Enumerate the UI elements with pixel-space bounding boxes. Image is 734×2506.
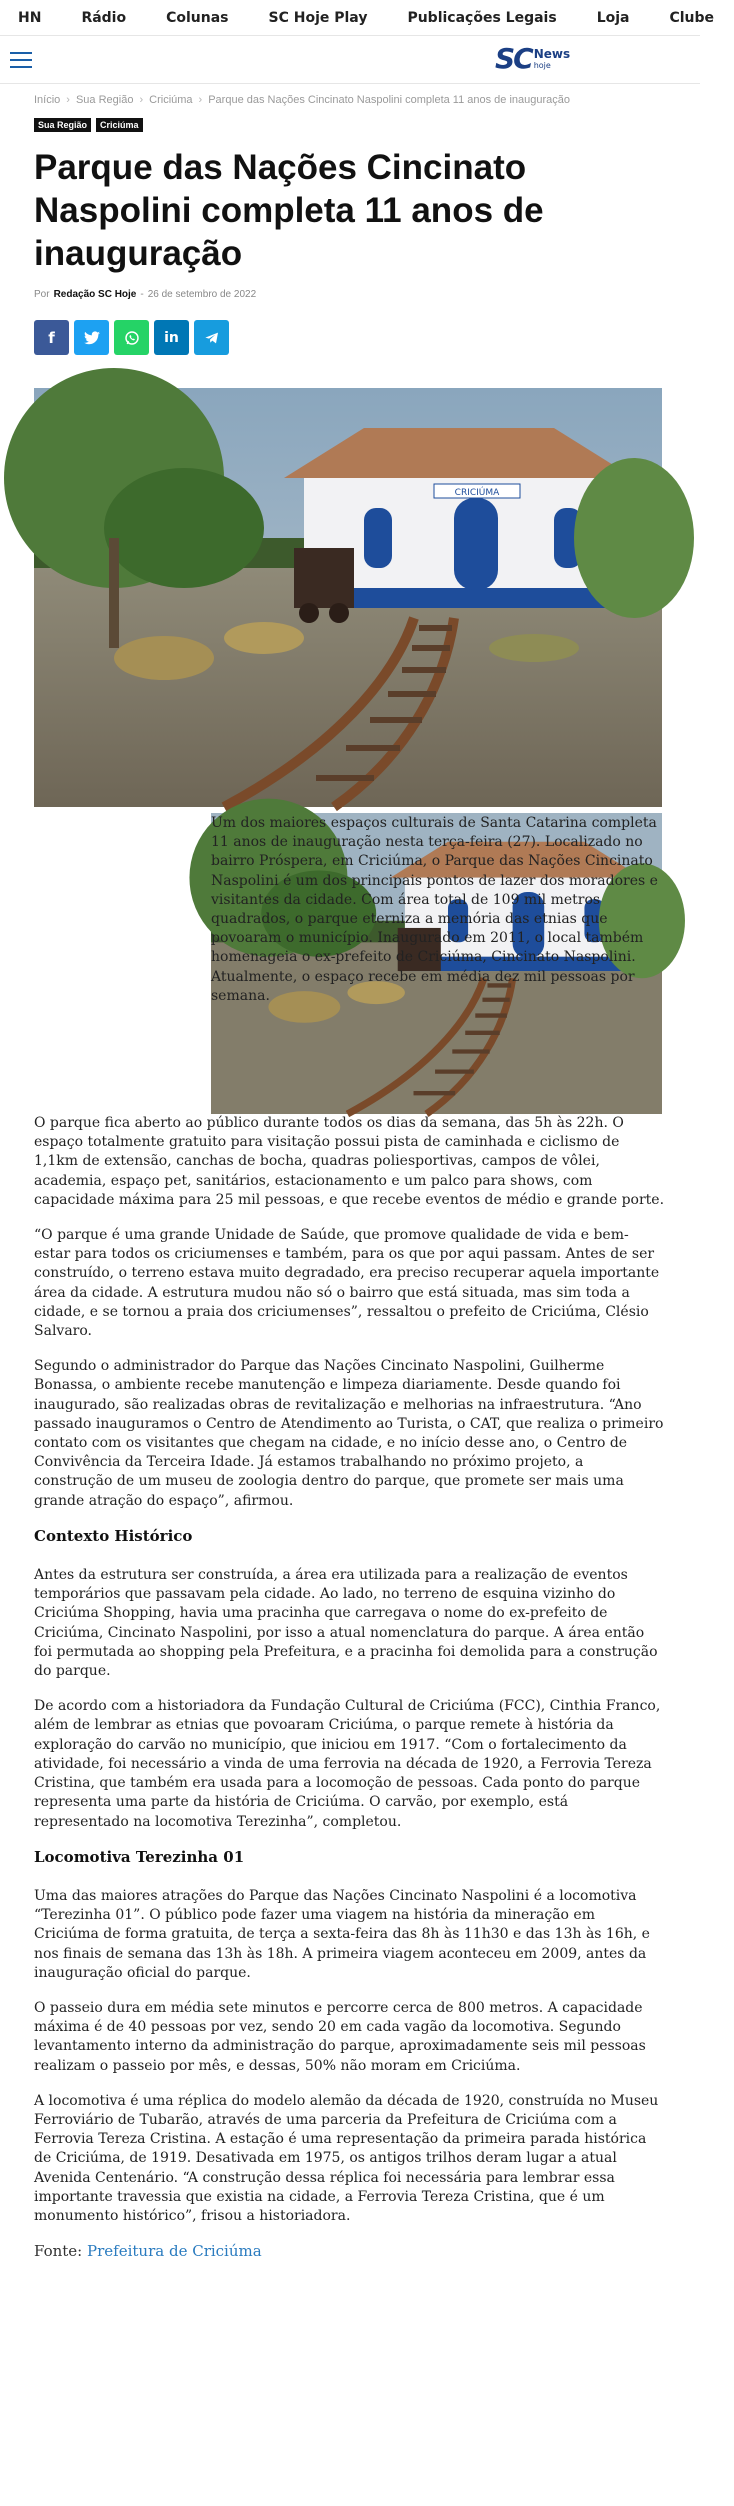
nav-item-sc-hoje-play[interactable]: SC Hoje Play — [268, 9, 368, 26]
article-meta — [34, 289, 256, 300]
paragraph: Segundo o administrador do Parque das Nações Cincinato Naspolini, Guilherme Bonassa, o ambiente recebe manutenção e limpeza diariamente. Desde quando foi inaugurado, são realizadas obras de revitalização e melhorias na infraestrutura. “Ano passado inauguramos o Centro de Atendimento ao Turista, o CAT, que realiza o primeiro contato com os visitantes que chegam na cidade, e no início desse ano, o Centro de Convivência da Terceira Idade. Já estamos trabalhando no próximo projeto, a construção de um museu de zoologia dentro do parque, que promete ser mais uma grande atração do espaço”, afirmou. — [34, 1358, 664, 1509]
nav-item-hn[interactable]: HN — [18, 9, 42, 26]
breadcrumb-criciuma[interactable]: Criciúma — [149, 94, 193, 106]
menu-icon[interactable] — [10, 52, 32, 68]
nav-item-radio[interactable]: Rádio — [81, 9, 127, 26]
paragraph: A locomotiva é uma réplica do modelo alemão da década de 1920, construída no Museu Ferroviário de Tubarão, através de uma parceria da Prefeitura de Criciúma com a Ferrovia Tereza Cristina. A estação é uma representação da primeira parada histórica de Criciúma, de 1919. Desativada em 1975, os antigos trilhos deram lugar a atual Avenida Centenário. “A construção dessa réplica foi necessária para lembrar essa importante travessia que existia na cidade, a Ferrovia Tereza Cristina, que é um monumento histórico”, frisou a historiadora. — [34, 2092, 659, 2224]
tag-sua-regiao[interactable]: Sua Região — [34, 118, 91, 132]
paragraph: Uma das maiores atrações do Parque das Nações Cincinato Naspolini é a locomotiva “Terezinha 01”. O público pode fazer uma viagem na história da mineração em Criciúma de forma gratuita, de terça a sexta-feira das 8h às 11h30 e das 13h às 16h, e nos finais de semana das 13h às 18h. A primeira viagem aconteceu em 2009, antes da inauguração oficial do parque. — [34, 1887, 650, 1981]
facebook-share-button[interactable] — [34, 320, 69, 355]
site-logo[interactable] — [495, 42, 570, 76]
logo-news: News — [533, 47, 571, 61]
logo-mark: SC — [495, 42, 532, 75]
whatsapp-share-button[interactable] — [114, 320, 149, 355]
telegram-icon — [204, 330, 220, 346]
paragraph: Um dos maiores espaços culturais de Santa Catarina completa 11 anos de inauguração nesta terça-feira (27). Localizado no bairro Próspera, em Criciúma, o Parque das Nações Cincinato Naspolini é um dos principais pontos de lazer dos moradores e visitantes da cidade. Com área total de 109 mil metros quadrados, o parque eterniza a memória das etnias que povoaram o município. Inaugurado em 2011, o local também homenageia o ex-prefeito de Criciúma, Cincinato Naspolini. Atualmente, o espaço recebe em média dez mil pessoas por semana. — [211, 815, 658, 1004]
by-label: Por — [34, 289, 50, 300]
site-header — [0, 36, 700, 84]
top-navigation — [0, 0, 715, 36]
section-heading: Locomotiva Terezinha 01 — [34, 1847, 245, 1866]
nav-item-colunas[interactable]: Colunas — [166, 9, 229, 26]
section-heading: Contexto Histórico — [34, 1526, 193, 1545]
hero-image — [34, 388, 662, 807]
paragraph: “O parque é uma grande Unidade de Saúde, que promove qualidade de vida e bem-estar para todos os criciumenses e também, para os que por aqui passam. Antes de ser construído, o terreno estava muito degradado, era preciso recuperar aquela importante área da cidade. A estrutura mudou não só o bairro que está situada, mas sim toda a cidade, e se tornou a praia dos criciumenses”, ressaltou o prefeito de Criciúma, Clésio Salvaro. — [34, 1227, 660, 1340]
category-tags — [34, 118, 143, 132]
chevron-right-icon: › — [198, 94, 203, 106]
paragraph: O passeio dura em média sete minutos e percorre cerca de 800 metros. A capacidade máxima é de 40 pessoas por vez, sendo 20 em cada vagão da locomotiva. Segundo levantamento interno da administração do parque, aproximadamente seis mil pessoas realizam o passeio por mês, e dessas, 50% não moram em Criciúma. — [34, 1999, 646, 2074]
source-link[interactable]: Prefeitura de Criciúma — [87, 2242, 262, 2261]
nav-item-publicacoes-legais[interactable]: Publicações Legais — [407, 9, 557, 26]
paragraph: O parque fica aberto ao público durante todos os dias da semana, das 5h às 22h. O espaço totalmente gratuito para visitação possui pista de caminhada e ciclismo de 1,1km de extensão, canchas de bocha, quadras poliesportivas, campos de vôlei, academia, espaço pet, sanitários, estacionamento e um palco para shows, com capacidade máxima para 25 mil pessoas, e que recebe eventos de médio e grande porte. — [34, 1115, 665, 1208]
whatsapp-icon — [124, 330, 140, 346]
share-buttons — [34, 320, 229, 355]
paragraph: Antes da estrutura ser construída, a área era utilizada para a realização de eventos temporários que passavam pela cidade. Ao lado, no terreno de esquina vizinho do Criciúma Shopping, havia uma pracinha que carregava o nome do ex-prefeito de Criciúma, Cincinato Naspolini, por isso a atual nomenclatura do parque. A área então foi permutada ao shopping pela Prefeitura, e a pracinha foi demolida para a construção do parque. — [34, 1567, 658, 1680]
source-label: Fonte: — [34, 2242, 83, 2261]
article-body — [34, 814, 664, 2261]
chevron-right-icon: › — [66, 94, 70, 106]
telegram-share-button[interactable] — [194, 320, 229, 355]
breadcrumb-sua-regiao[interactable]: Sua Região — [75, 94, 134, 106]
twitter-icon — [84, 331, 100, 345]
station-sign: CRICIÚMA — [454, 488, 500, 498]
publish-date: 26 de setembro de 2022 — [147, 289, 257, 300]
tag-criciuma[interactable]: Criciúma — [96, 118, 143, 132]
author-link[interactable]: Redação SC Hoje — [53, 289, 137, 300]
article-title: Parque das Nações Cincinato Naspolini completa 11 anos de inauguração — [34, 148, 544, 273]
linkedin-share-button[interactable] — [154, 320, 189, 355]
nav-item-clube[interactable]: Clube — [669, 9, 715, 26]
breadcrumb — [34, 94, 570, 106]
breadcrumb-home[interactable]: Início — [34, 94, 61, 106]
facebook-icon: f — [48, 328, 55, 347]
article-source — [34, 2242, 664, 2261]
logo-hoje: hoje — [533, 61, 551, 70]
breadcrumb-current: Parque das Nações Cincinato Naspolini completa 11 anos de inauguração — [208, 94, 571, 106]
paragraph: De acordo com a historiadora da Fundação Cultural de Criciúma (FCC), Cinthia Franco, além de lembrar as etnias que povoaram Criciúma, o parque remete à história da exploração do carvão no município, que iniciou em 1917. “Com o fortalecimento da atividade, foi necessário a vinda de uma ferrovia na década de 1920, a Ferrovia Tereza Cristina, que também era usada para a locomoção de pessoas. Cada ponto do parque representa uma parte da história de Criciúma. O carvão, por exemplo, está representado na locomotiva Terezinha”, completou. — [34, 1698, 661, 1830]
twitter-share-button[interactable] — [74, 320, 109, 355]
meta-dash: - — [140, 289, 144, 300]
chevron-right-icon: › — [139, 94, 144, 106]
linkedin-icon: in — [164, 329, 179, 346]
nav-item-loja[interactable]: Loja — [596, 9, 630, 26]
